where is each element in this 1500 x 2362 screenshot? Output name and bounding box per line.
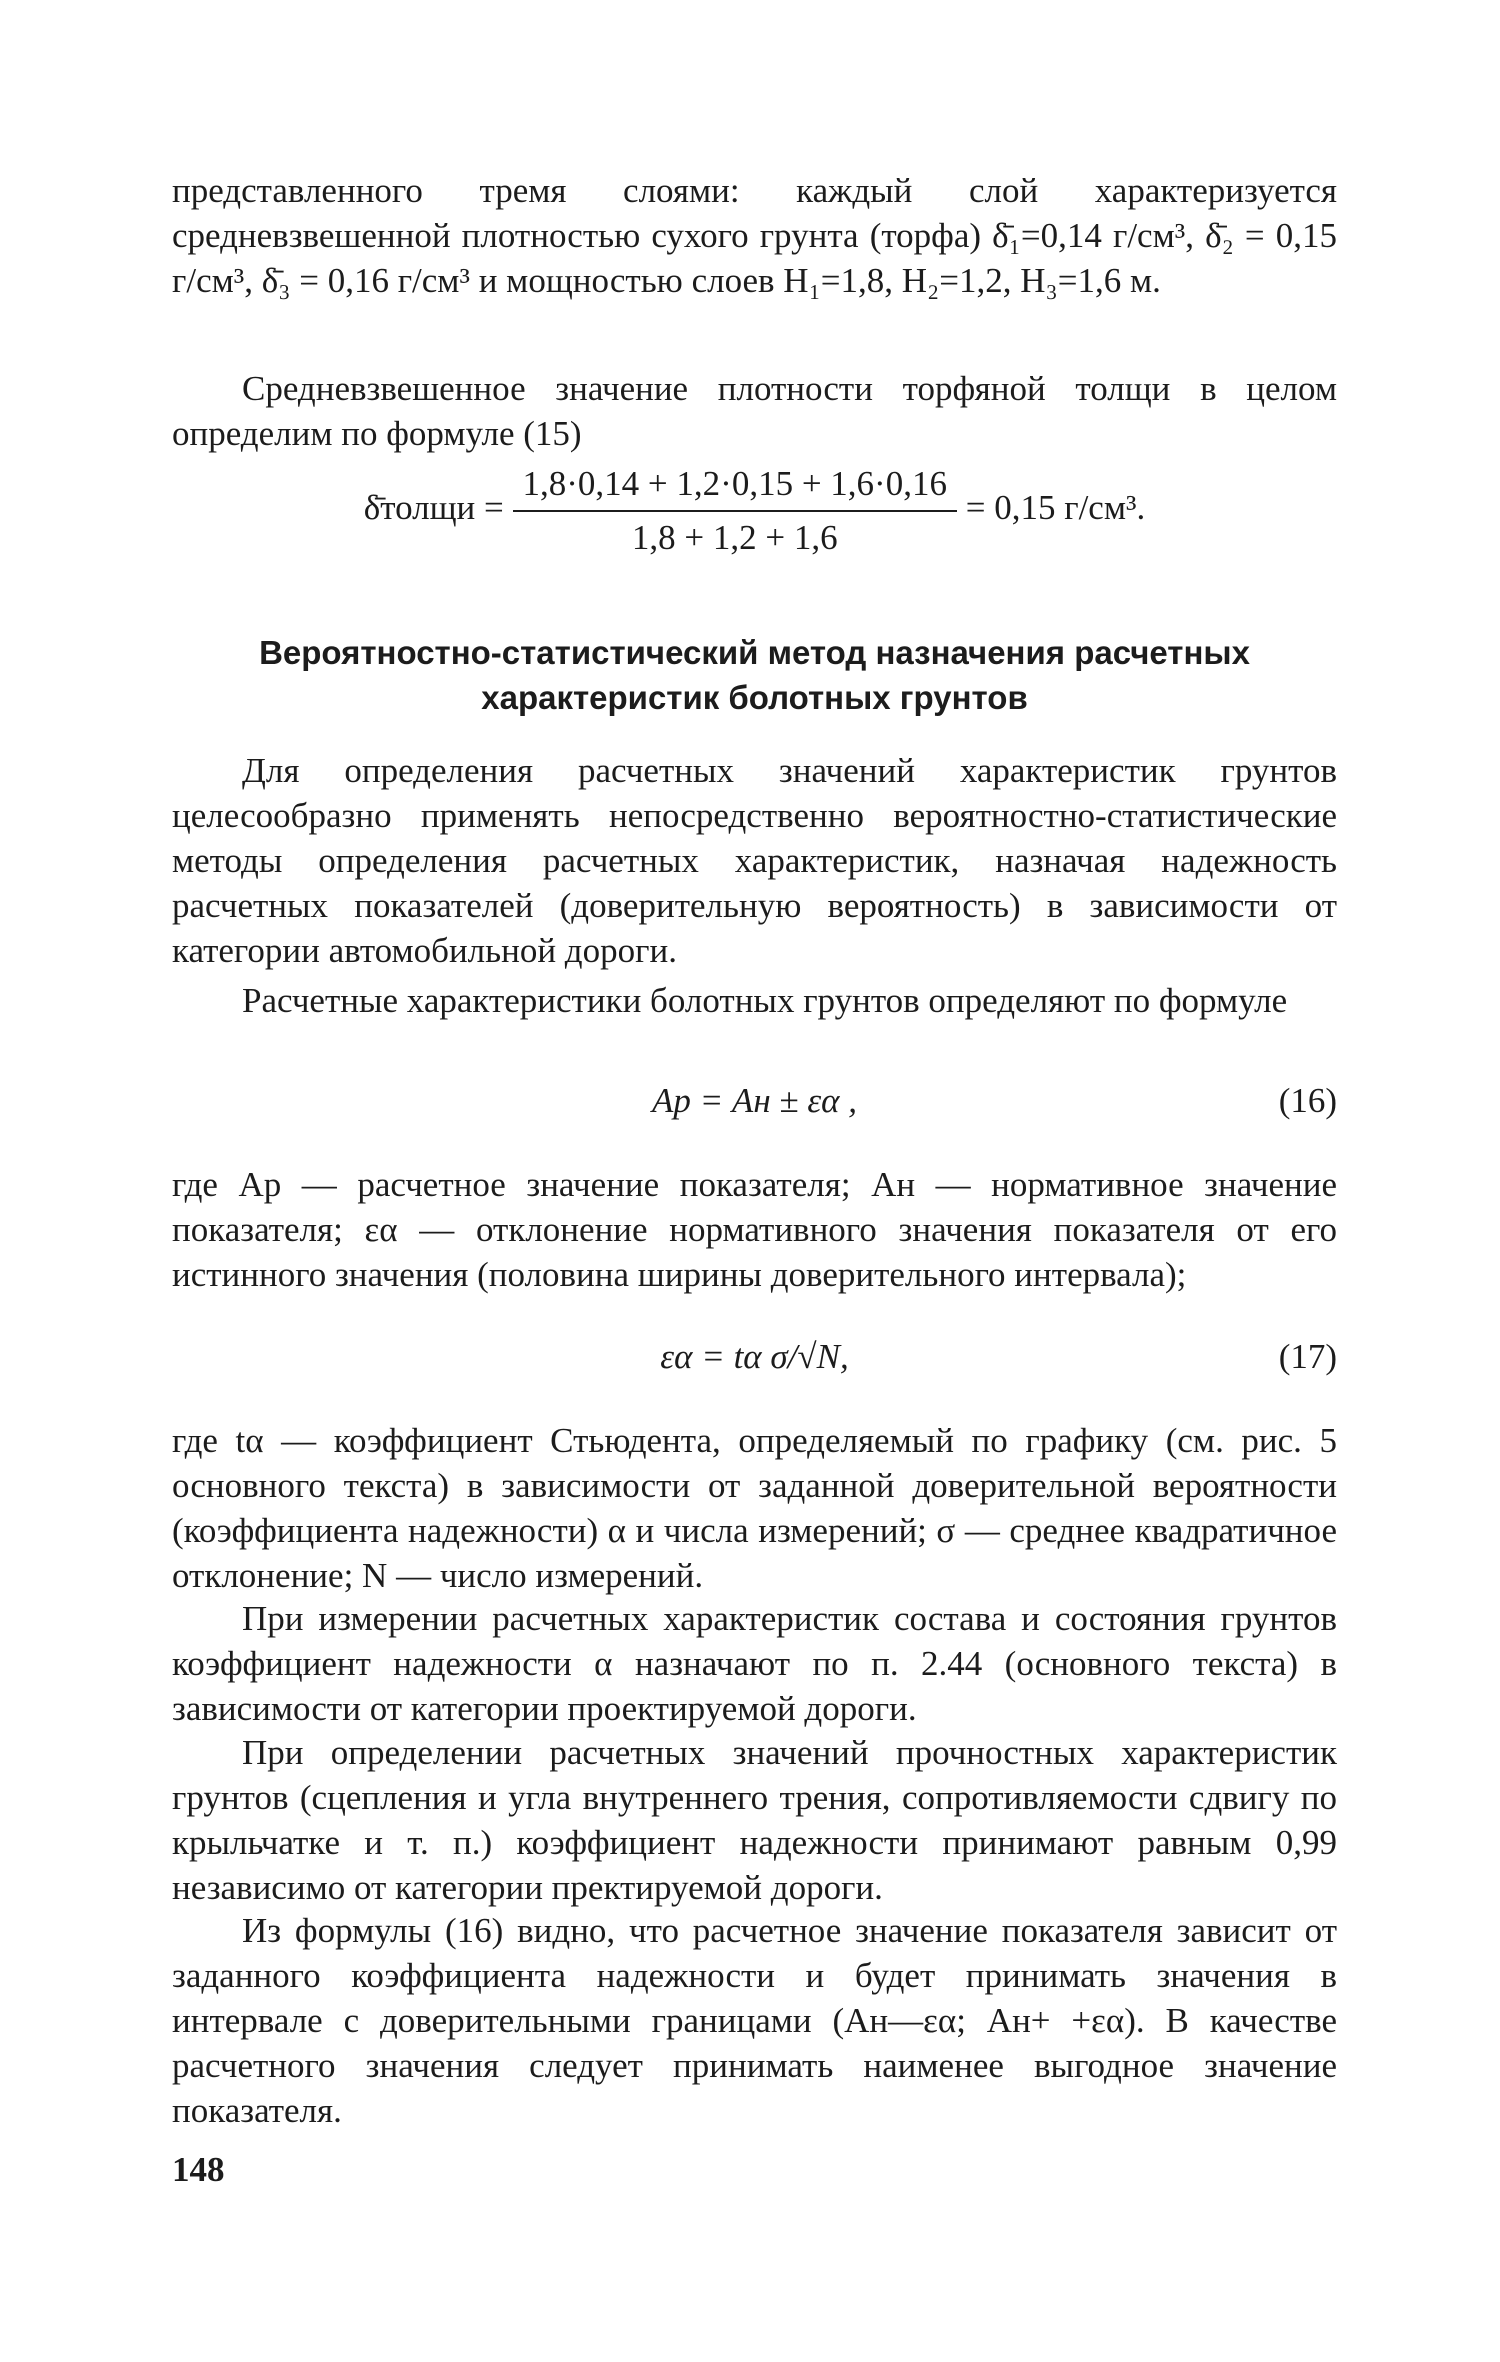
- paragraph-text: Расчетные характеристики болотных грунтов определяют по формуле: [242, 981, 1288, 1020]
- formula-16: [172, 1078, 1337, 1123]
- paragraph-formula-intro: [172, 978, 1337, 1023]
- paragraph-student-coefficient: [172, 1418, 1337, 1598]
- formula-expression: Aр = Aн ± εα ,: [651, 1081, 858, 1120]
- formula-17: [172, 1334, 1337, 1379]
- page-number: 148: [172, 2150, 225, 2189]
- heading-line-2: характеристик болотных грунтов: [481, 679, 1028, 716]
- paragraph-strength: [172, 1730, 1337, 1910]
- paragraph-text: представленного тремя слоями: каждый слой характеризуется средневзвешенной плотностью сухого грунта (торфа) δ̄₁=0,14 г/см³, δ̄₂ = 0,15 г/см³, δ̄₃ = 0,16 г/см³ и мощностью слоев H₁=1,8, H₂=1,2, H₃=1,6 м.: [172, 171, 1337, 300]
- section-heading: [172, 630, 1337, 720]
- formula-lhs: δ̄толщи =: [363, 488, 504, 528]
- paragraph-text: Средневзвешенное значение плотности торфяной толщи в целом определим по формуле (15): [172, 369, 1337, 453]
- paragraph-weighted-density: [172, 366, 1337, 456]
- paragraph-text: Для определения расчетных значений характеристик грунтов целесообразно применять непосредственно вероятностно-статистические методы определения расчетных характеристик, назначая надежность расчетных показателей (доверительную вероятность) в зависимости от категории автомобильной дороги.: [172, 751, 1337, 970]
- paragraph-text: Из формулы (16) видно, что расчетное значение показателя зависит от заданного коэффициента надежности и будет принимать значения в интервале с доверительными границами (Aн—εα; Aн+ +εα). В качестве расчетного значения следует принимать наименее выгодное значение показателя.: [172, 1911, 1337, 2130]
- paragraph-methods: [172, 748, 1337, 973]
- equation-number: (16): [1278, 1081, 1337, 1120]
- formula-fraction: [513, 464, 957, 558]
- paragraph-text: где Aр — расчетное значение показателя; Aн — нормативное значение показателя; εα — отклонение нормативного значения показателя от его истинного значения (половина ширины доверительного интервала);: [172, 1165, 1337, 1294]
- heading-line-1: Вероятностно-статистический метод назначения расчетных: [259, 634, 1250, 671]
- formula-expression: εα = tα σ/√N,: [660, 1337, 849, 1376]
- formula-15: [172, 464, 1337, 558]
- formula-numerator: 1,8·0,14 + 1,2·0,15 + 1,6·0,16: [513, 464, 957, 512]
- paragraph-text: При измерении расчетных характеристик состава и состояния грунтов коэффициент надежности α назначают по п. 2.44 (основного текста) в зависимости от категории проектируемой дороги.: [172, 1599, 1337, 1728]
- paragraph-text: При определении расчетных значений прочностных характеристик грунтов (сцепления и угла внутреннего трения, сопротивляемости сдвигу по крыльчатке и т. п.) коэффициент надежности принимают равным 0,99 независимо от категории пректируемой дороги.: [172, 1733, 1337, 1907]
- paragraph-layer-densities: [172, 168, 1337, 303]
- paragraph-text: где tα — коэффициент Стьюдента, определяемый по графику (см. рис. 5 основного текста) в зависимости от заданной доверительной вероятности (коэффициента надежности) α и числа измерений; σ — среднее квадратичное отклонение; N — число измерений.: [172, 1421, 1337, 1595]
- paragraph-conclusion: [172, 1908, 1337, 2133]
- paragraph-definitions: [172, 1162, 1337, 1297]
- equation-number: (17): [1278, 1337, 1337, 1376]
- formula-denominator: 1,8 + 1,2 + 1,6: [631, 518, 838, 557]
- formula-rhs: = 0,15 г/см³.: [965, 488, 1146, 528]
- paragraph-reliability: [172, 1596, 1337, 1731]
